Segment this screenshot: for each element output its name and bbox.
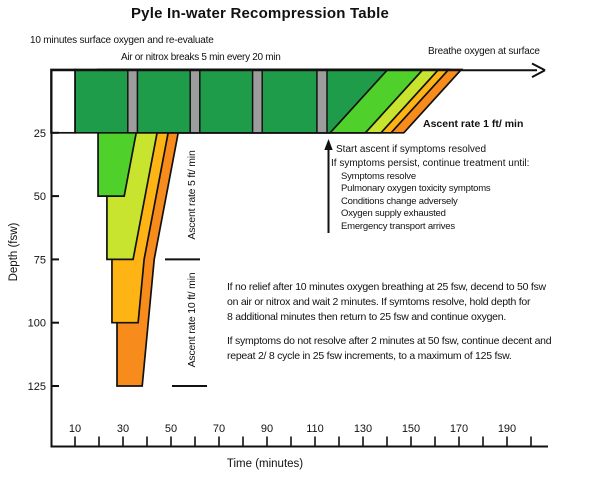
x-tick-label: 170 — [449, 423, 469, 435]
y-tick-label: 25 — [33, 127, 46, 140]
paragraph-line: If no relief after 10 minutes oxygen breathing at 25 fsw, decend to 50 fsw — [227, 281, 546, 293]
air-break-strip — [253, 70, 263, 133]
surface-arrow-icon — [532, 70, 545, 77]
treatment-until-item: Emergency transport arrives — [341, 220, 455, 232]
x-tick-label: 90 — [260, 423, 274, 435]
paragraph-line: on air or nitrox and wait 2 minutes. If symtoms resolve, hold depth for — [227, 296, 531, 309]
x-tick-label: 30 — [116, 423, 130, 435]
surface-oxygen-note: 10 minutes surface oxygen and re-evaluate — [30, 35, 214, 46]
start-ascent-arrow-icon — [324, 139, 332, 150]
treatment-until-item: Pulmonary oxygen toxicity symptoms — [341, 183, 491, 195]
start-ascent-label: Start ascent if symptoms resolved — [336, 144, 487, 155]
y-tick-label: 125 — [27, 381, 46, 393]
treatment-until-item: Symptoms resolve — [341, 171, 416, 182]
air-break-strip — [190, 70, 200, 133]
ascent-rate-10-label: Ascent rate 10 ft/ min — [186, 272, 198, 368]
surface-arrow-icon — [532, 64, 545, 71]
paragraph-line: 8 additional minutes then return to 25 fsw and continue oxygen. — [227, 311, 507, 324]
treatment-until-list — [341, 171, 490, 233]
paragraph-line: repeat 2/ 8 cycle in 25 fsw increments, to a maximum of 125 fsw. — [227, 350, 512, 363]
air-break-strip — [128, 70, 138, 133]
treatment-until-item: Conditions change adversely — [341, 195, 458, 207]
paragraph-line: If symptoms do not resolve after 2 minutes at 50 fsw, continue decent and — [227, 335, 552, 347]
x-tick-label: 70 — [212, 423, 226, 435]
x-tick-label: 150 — [401, 423, 421, 435]
procedure-paragraph-2 — [227, 334, 551, 364]
x-tick-label: 190 — [497, 423, 517, 435]
page-title: Pyle In-water Recompression Table — [130, 5, 390, 22]
x-tick-label: 110 — [306, 423, 324, 435]
ascent-rate-5-label: Ascent rate 5 ft/ min — [186, 150, 198, 240]
procedure-paragraph-1 — [227, 280, 546, 326]
y-tick-label: 50 — [33, 191, 46, 204]
y-axis-label: Depth (fsw) — [8, 222, 20, 282]
x-tick-label: 130 — [353, 423, 373, 435]
y-tick-label: 100 — [27, 317, 46, 330]
x-tick-label: 50 — [164, 423, 178, 435]
air-break-strip — [317, 70, 327, 133]
persist-heading: If symptoms persist, continue treatment until: — [331, 158, 530, 169]
x-axis-label: Time (minutes) — [226, 458, 304, 470]
x-tick-label: 10 — [68, 423, 82, 435]
surface-interval-block — [51, 70, 75, 133]
treatment-until-item: Oxygen supply exhausted — [341, 208, 446, 220]
ascent-rate-1-label: Ascent rate 1 ft/ min — [423, 118, 524, 130]
y-tick-label: 75 — [33, 254, 46, 267]
breathe-oxygen-note: Breathe oxygen at surface — [428, 46, 540, 57]
air-breaks-note: Air or nitrox breaks 5 min every 20 min — [121, 52, 281, 63]
